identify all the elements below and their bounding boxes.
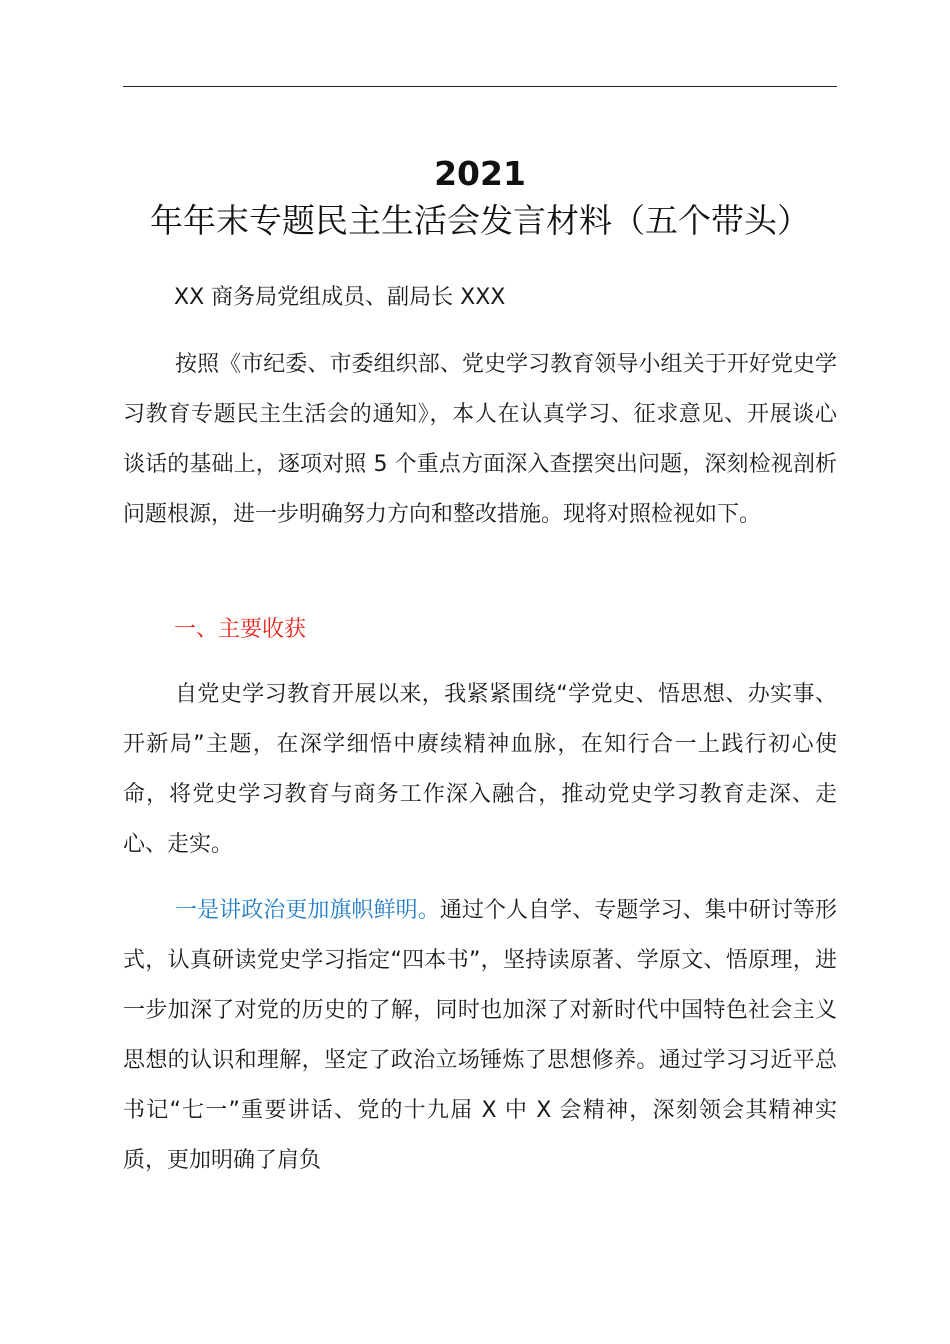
intro-paragraph: 按照《市纪委、市委组织部、党史学习教育领导小组关于开好党史学习教育专题民主生活会的通知》，本人在认真学习、征求意见、开展谈心谈话的基础上，逐项对照 5 个重点方面深入查摆突出问题，深刻检视剖析问题根源，进一步明确努力方向和整改措施。现将对照检视如下。 (123, 352, 837, 527)
point-body: 通过个人自学、专题学习、集中研讨等形式，认真研读党史学习指定“四本书”，坚持读原著、学原文、悟原理，进一步加深了对党的历史的了解，同时也加深了对新时代中国特色社会主义思想的认识和理解，坚定了政治立场锤炼了思想修养。通过学习习近平总书记“七一”重要讲话、党的十九届 X 中 X 会精神，深刻领会其精神实质，更加明确了肩负 (123, 898, 837, 1173)
title-text: 年年末专题民主生活会发言材料（五个带头） (150, 201, 810, 240)
section-paragraph: 自党史学习教育开展以来，我紧紧围绕“学党史、悟思想、办实事、开新局”主题，在深学细悟中赓续精神血脉，在知行合一上践行初心使命，将党史学习教育与商务工作深入融合，推动党史学习教育走深、走心、走实。 (123, 682, 837, 857)
author-line: XX 商务局党组成员、副局长 XXX (174, 285, 506, 310)
point-paragraph (123, 886, 837, 1186)
point-lead: 一是讲政治更加旗帜鲜明。 (175, 898, 440, 923)
header-rule (123, 86, 837, 87)
section-heading-main-gains: 一、主要收获 (174, 617, 307, 642)
title-year: 2021 (434, 154, 526, 193)
document-title (110, 150, 850, 244)
